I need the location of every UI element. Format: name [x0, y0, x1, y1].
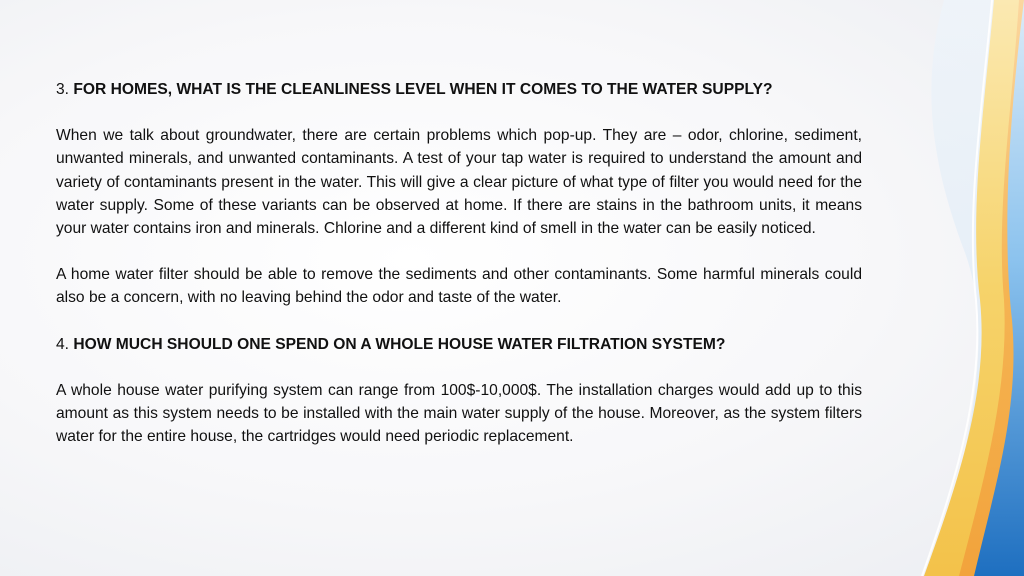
main-content	[56, 78, 862, 471]
section-4-paragraph-1: A whole house water purifying system can range from 100$-10,000$. The installation charges would add up to this amount as this system needs to be installed with the main water supply of the house. Moreover, as the system filters water for the entire house, the cartridges would need periodic replacement.	[56, 381, 862, 446]
section-3-number: 3.	[56, 81, 70, 98]
section-3-paragraph-2: A home water filter should be able to remove the sediments and other contaminants. Some harmful minerals could also be a concern, with no leaving behind the odor and taste of the water.	[56, 266, 862, 307]
section-4-title: HOW MUCH SHOULD ONE SPEND ON A WHOLE HOUSE WATER FILTRATION SYSTEM?	[73, 335, 726, 353]
section-3-paragraph-1: When we talk about groundwater, there are certain problems which pop-up. They are – odor, chlorine, sediment, unwanted minerals, and unwanted contaminants. A test of your tap water is required to understand the amount and variety of contaminants present in the water. This will give a clear picture of what type of filter you would need for the water supply. Some of these variants can be observed at home. If there are stains in the bathroom units, it means your water contains iron and minerals. Chlorine and a different kind of smell in the water can be easily noticed.	[56, 127, 862, 238]
section-3-heading	[56, 78, 862, 101]
section-3-title: FOR HOMES, WHAT IS THE CLEANLINESS LEVEL WHEN IT COMES TO THE WATER SUPPLY?	[73, 81, 773, 98]
section-4-heading	[56, 333, 862, 356]
section-4-number: 4.	[56, 335, 70, 353]
